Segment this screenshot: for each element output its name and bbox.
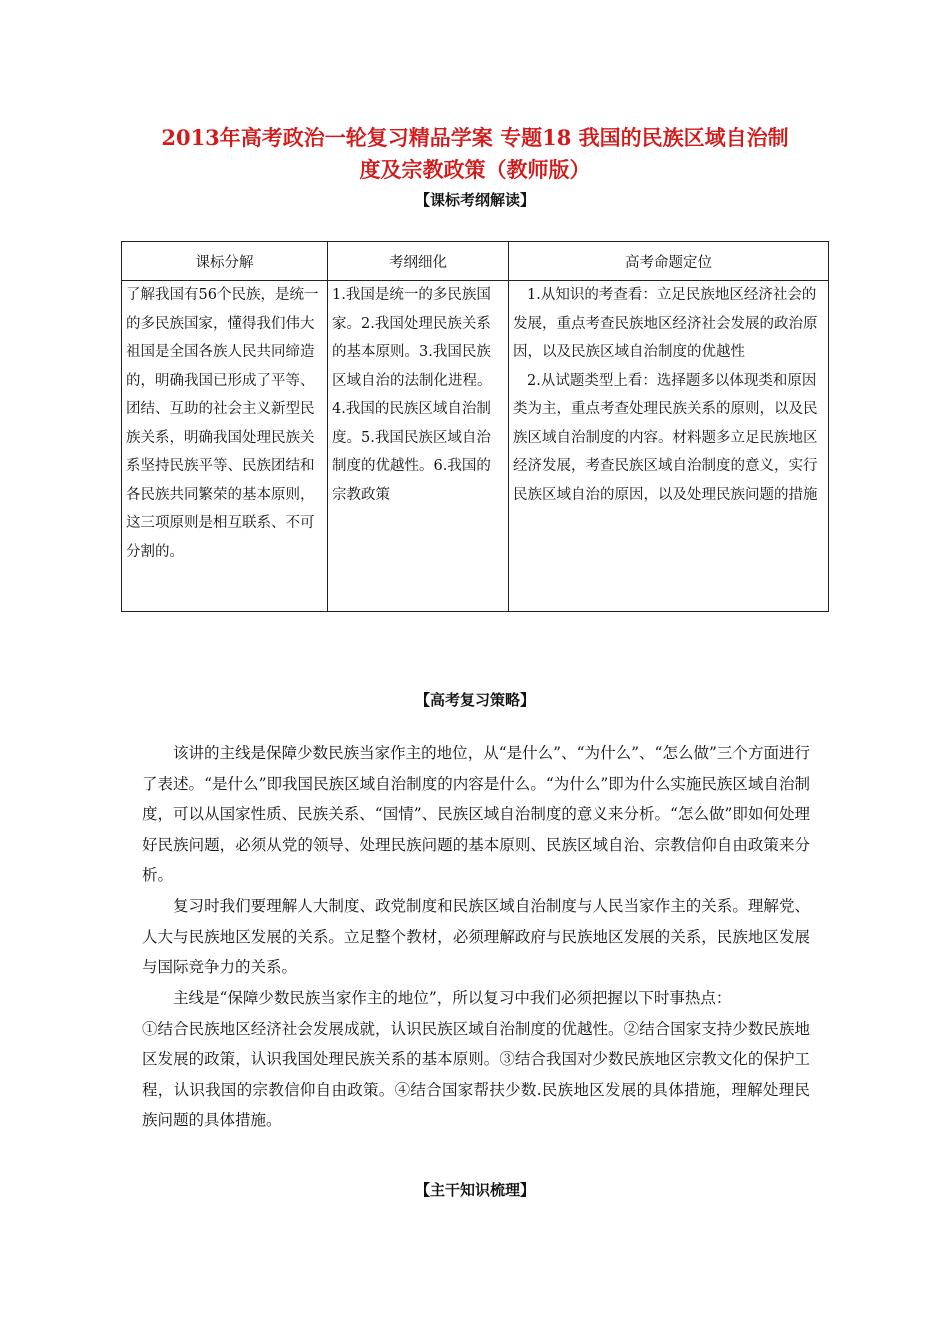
header-curriculum-breakdown: 课标分解 — [122, 242, 328, 281]
cell-syllabus-detail: 1.我国是统一的多民族国家。2.我国处理民族关系的基本原则。3.我国民族区域自治的法制化进程。4.我国的民族区域自治制度。5.我国民族区域自治制度的优越性。6.我国的宗教政策 — [328, 281, 509, 612]
cell-exam-positioning — [509, 281, 829, 612]
exam-positioning-point-2: 2.从试题类型上看：选择题多以体现类和原因类为主，重点考查处理民族关系的原则，以及民族区域自治制度的内容。材料题多立足民族地区经济发展，考查民族区域自治制度的意义，实行民族区域自治的原因，以及处理民族问题的措施 — [513, 372, 818, 503]
title-line-1: 2013年高考政治一轮复习精品学案 专题18 我国的民族区域自治制 — [161, 125, 789, 150]
section-heading-outline: 【课标考纲解读】 — [414, 191, 535, 209]
strategy-paragraph-2: 复习时我们要理解人大制度、政党制度和民族区域自治制度与人民当家作主的关系。理解党、人大与民族地区发展的关系。立足整个教材，必须理解政府与民族地区发展的关系，民族地区发展与国际竞争力的关系。 — [142, 897, 810, 976]
title-line-2: 度及宗教政策（教师版） — [359, 157, 591, 182]
strategy-paragraph-3 — [142, 983, 810, 1136]
cell-curriculum-breakdown: 了解我国有56个民族，是统一的多民族国家，懂得我们伟大祖国是全国各族人民共同缔造的，明确我国已形成了平等、团结、互助的社会主义新型民族关系，明确我国处理民族关系坚持民族平等、民族团结和各民族共同繁荣的基本原则，这三项原则是相互联系、不可分割的。 — [122, 281, 328, 612]
header-syllabus-detail: 考纲细化 — [328, 242, 509, 281]
table-row — [122, 281, 829, 612]
section-heading-knowledge: 【主干知识梳理】 — [414, 1181, 535, 1199]
strategy-paragraph-1: 该讲的主线是保障少数民族当家作主的地位，从“是什么”、“为什么”、“怎么做”三个方面进行了表述。“是什么”即我国民族区域自治制度的内容是什么。“为什么”即为什么实施民族区域自治制度，可以从国家性质、民族关系、“国情”、民族区域自治制度的意义来分析。“怎么做”即如何处理好民族问题，必须从党的领导、处理民族问题的基本原则、民族区域自治、宗教信仰自由政策来分析。 — [142, 744, 810, 884]
document-title — [60, 122, 890, 186]
strategy-paragraph-3-points: ①结合民族地区经济社会发展成就，认识民族区域自治制度的优越性。②结合国家支持少数民族地区发展的政策，认识我国处理民族关系的基本原则。③结合我国对少数民族地区宗教文化的保护工程，认识我国的宗教信仰自由政策。④结合国家帮扶少数.民族地区发展的具体措施，理解处理民族问题的具体措施。 — [142, 1019, 810, 1129]
header-exam-positioning: 高考命题定位 — [509, 242, 829, 281]
section-heading-strategy: 【高考复习策略】 — [414, 691, 535, 709]
exam-positioning-point-1: 1.从知识的考查看：立足民族地区经济社会的发展，重点考查民族地区经济社会发展的政治原因，以及民族区域自治制度的优越性 — [513, 287, 818, 360]
strategy-paragraph-3-intro: 主线是“保障少数民族当家作主的地位”，所以复习中我们必须把握以下时事热点： — [173, 989, 732, 1007]
curriculum-outline-table — [121, 241, 829, 612]
table-header-row — [122, 242, 829, 281]
